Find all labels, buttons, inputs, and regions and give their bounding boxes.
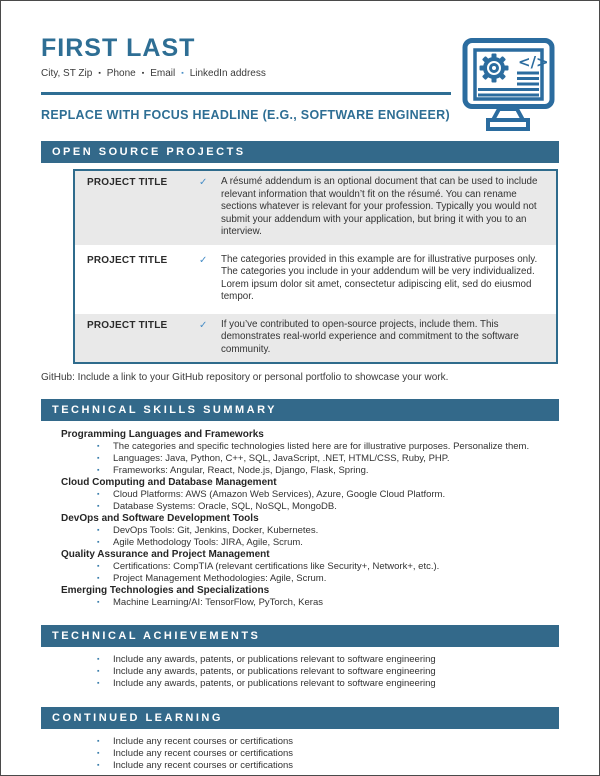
skill-item xyxy=(97,561,559,573)
open-source-table xyxy=(73,169,558,364)
skill-item-text: Database Systems: Oracle, SQL, NoSQL, MongoDB. xyxy=(113,501,337,512)
skill-item xyxy=(97,537,559,549)
learning-item-text: Include any recent courses or certifications xyxy=(113,760,294,771)
skill-item xyxy=(97,441,559,453)
section-header-technical-skills: TECHNICAL SKILLS SUMMARY xyxy=(41,399,559,421)
contact-email: Email xyxy=(150,68,176,79)
check-icon: ✓ xyxy=(199,254,208,266)
achievements-list xyxy=(41,654,559,690)
project-description: A résumé addendum is an optional document that can be used to include relevant information that wouldn’t fit on the résumé. You can rename sections whatever is relevant for your profession. Typically you would not submit your addendum with your application, but bring it with you to an interview. xyxy=(221,176,538,237)
skill-item-text: Languages: Java, Python, C++, SQL, JavaScript, .NET, HTML/CSS, Ruby, PHP. xyxy=(113,453,450,464)
learning-item xyxy=(97,760,559,772)
learning-item-text: Include any recent courses or certifications xyxy=(113,748,294,759)
page-content xyxy=(1,36,599,772)
skill-item-text: Frameworks: Angular, React, Node.js, Django, Flask, Spring. xyxy=(113,465,369,476)
skill-group-heading: DevOps and Software Development Tools xyxy=(61,513,259,524)
achievement-item xyxy=(97,654,559,666)
bullet-square-icon: ▪ xyxy=(141,69,145,77)
skill-item-text: The categories and specific technologies listed here are for illustrative purposes. Personalize them. xyxy=(113,441,530,452)
learning-item xyxy=(97,736,559,748)
check-icon: ✓ xyxy=(199,177,208,188)
contact-phone: Phone xyxy=(106,68,136,79)
section-header-open-source-projects: OPEN SOURCE PROJECTS xyxy=(41,141,559,163)
achievement-item xyxy=(97,666,559,678)
project-title-cell: PROJECT TITLE xyxy=(87,319,168,331)
skill-group-heading: Cloud Computing and Database Management xyxy=(61,477,277,488)
achievement-item-text: Include any awards, patents, or publications relevant to software engineering xyxy=(113,654,436,665)
skill-group-heading: Programming Languages and Frameworks xyxy=(61,429,264,440)
github-footnote: GitHub: Include a link to your GitHub repository or personal portfolio to showcase your work. xyxy=(41,372,449,383)
bullet-square-icon: ▪ xyxy=(97,503,100,510)
svg-text:</>: </> xyxy=(518,53,549,71)
skill-item xyxy=(97,465,559,477)
skill-item-text: Agile Methodology Tools: JIRA, Agile, Scrum. xyxy=(113,537,303,548)
project-description: If you’ve contributed to open-source projects, include them. This demonstrates real-world experience and commitment to the software community. xyxy=(221,318,519,355)
bullet-square-icon: ▪ xyxy=(97,656,100,663)
bullet-square-icon: ▪ xyxy=(97,539,100,546)
bullet-square-icon: ▪ xyxy=(97,467,100,474)
skill-item-text: Project Management Methodologies: Agile, Scrum. xyxy=(113,573,327,584)
bullet-square-icon: ▪ xyxy=(97,443,100,450)
monitor-gear-code-icon xyxy=(461,37,556,133)
skill-group-heading: Emerging Technologies and Specializations xyxy=(61,585,270,596)
learning-item xyxy=(97,748,559,760)
bullet-square-icon: ▪ xyxy=(97,680,100,687)
bullet-square-icon: ▪ xyxy=(97,599,100,606)
learning-list xyxy=(41,736,559,772)
page-title: FIRST LAST xyxy=(41,34,196,62)
bullet-square-icon: ▪ xyxy=(97,750,100,757)
skill-item xyxy=(97,573,559,585)
contact-linkedin: LinkedIn address xyxy=(189,68,266,79)
skill-item xyxy=(97,525,559,537)
bullet-square-icon: ▪ xyxy=(97,668,100,675)
bullet-square-icon: ▪ xyxy=(97,455,100,462)
bullet-square-icon: ▪ xyxy=(97,575,100,582)
bullet-square-icon: ▪ xyxy=(97,491,100,498)
bullet-square-icon: ▪ xyxy=(98,69,101,77)
skill-item-text: DevOps Tools: Git, Jenkins, Docker, Kubernetes. xyxy=(113,525,319,536)
skills-list xyxy=(41,429,559,609)
skill-group-heading: Quality Assurance and Project Management xyxy=(61,549,270,560)
bullet-square-icon: ▪ xyxy=(97,527,100,534)
section-header-continued-learning: CONTINUED LEARNING xyxy=(41,707,559,729)
skill-item xyxy=(97,501,559,513)
achievement-item xyxy=(97,678,559,690)
bullet-square-icon: ▪ xyxy=(97,738,100,745)
check-icon: ✓ xyxy=(199,319,208,331)
skill-item-text: Machine Learning/AI: TensorFlow, PyTorch, Keras xyxy=(113,597,323,608)
project-title-cell: PROJECT TITLE xyxy=(87,254,168,266)
skill-item xyxy=(97,453,559,465)
header-rule xyxy=(41,92,451,95)
table-row xyxy=(75,314,556,363)
project-description: The categories provided in this example are for illustrative purposes only. The categories you include in your addendum will be very individualized. Lorem ipsum dolor sit amet, consectetur adipiscing elit, sed do eiusmod tempor. xyxy=(221,253,538,302)
skill-item xyxy=(97,489,559,501)
bullet-square-icon: ▪ xyxy=(97,762,100,769)
skill-item-text: Certifications: CompTIA (relevant certifications like Security+, Network+, etc.). xyxy=(113,561,440,572)
achievement-item-text: Include any awards, patents, or publications relevant to software engineering xyxy=(113,666,436,677)
skill-item-text: Cloud Platforms: AWS (Amazon Web Services), Azure, Google Cloud Platform. xyxy=(113,489,446,500)
skill-item xyxy=(97,597,559,609)
project-title-cell: PROJECT TITLE xyxy=(87,177,168,188)
table-row xyxy=(75,249,556,310)
achievement-item-text: Include any awards, patents, or publications relevant to software engineering xyxy=(113,678,436,689)
bullet-square-icon: ▪ xyxy=(97,563,100,570)
contact-city: City, ST Zip xyxy=(41,68,93,79)
table-row xyxy=(75,171,556,245)
focus-headline: REPLACE WITH FOCUS HEADLINE (E.G., SOFTWARE ENGINEER) xyxy=(41,108,450,122)
bullet-square-icon: ▪ xyxy=(181,69,184,77)
learning-item-text: Include any recent courses or certifications xyxy=(113,736,294,747)
section-header-technical-achievements: TECHNICAL ACHIEVEMENTS xyxy=(41,625,559,647)
